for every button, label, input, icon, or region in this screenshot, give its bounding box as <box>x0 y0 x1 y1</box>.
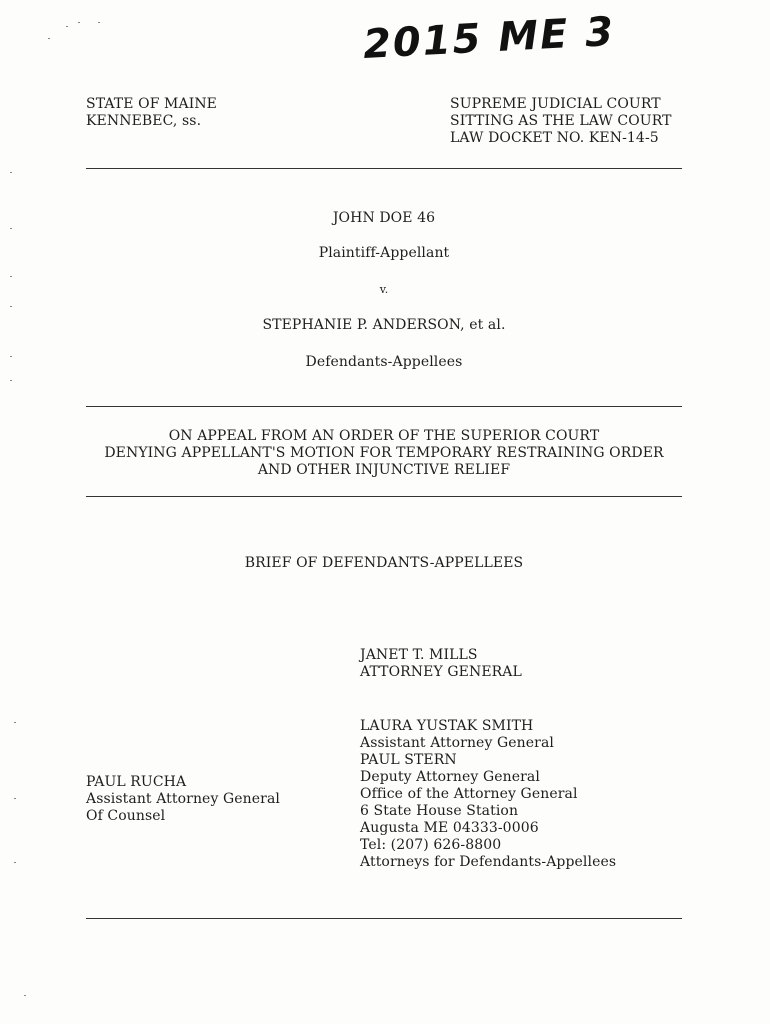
appeal-title <box>86 428 682 479</box>
venue-state: STATE OF MAINE <box>86 96 218 112</box>
court-sitting: SITTING AS THE LAW COURT <box>450 113 672 129</box>
counsel-line: 6 State House Station <box>360 803 519 819</box>
counsel-line: Tel: (207) 626-8800 <box>360 837 502 853</box>
docket-number: LAW DOCKET NO. KEN-14-5 <box>450 130 659 146</box>
of-counsel-block <box>86 774 280 825</box>
counsel-line: LAURA YUSTAK SMITH <box>360 718 534 734</box>
divider-bottom <box>86 918 682 919</box>
defendant-name: STEPHANIE P. ANDERSON, et al. <box>262 317 506 333</box>
counsel-line: Deputy Attorney General <box>360 769 540 785</box>
counsel-block <box>360 718 616 871</box>
appeal-title-line-2: DENYING APPELLANT'S MOTION FOR TEMPORARY RESTRAINING ORDER <box>104 445 664 461</box>
versus: v. <box>379 283 389 296</box>
court-venue-left <box>86 96 217 130</box>
divider-top <box>86 168 682 169</box>
plaintiff-role: Plaintiff-Appellant <box>318 245 450 261</box>
of-counsel-label: Of Counsel <box>86 808 166 824</box>
attorney-general-name: JANET T. MILLS <box>360 647 478 663</box>
attorney-general-block <box>360 647 522 681</box>
counsel-line: Office of the Attorney General <box>360 786 578 802</box>
attorney-general-title: ATTORNEY GENERAL <box>360 664 522 680</box>
court-venue-right <box>450 96 672 147</box>
appeal-title-line-3: AND OTHER INJUNCTIVE RELIEF <box>257 462 511 478</box>
handwritten-citation: 2015 ME 3 <box>362 8 617 68</box>
counsel-line: PAUL STERN <box>360 752 457 768</box>
of-counsel-name: PAUL RUCHA <box>86 774 187 790</box>
counsel-line: Assistant Attorney General <box>360 735 554 751</box>
divider-appeal-top <box>86 406 682 407</box>
defendant-role: Defendants-Appellees <box>305 354 463 370</box>
divider-appeal-bottom <box>86 496 682 497</box>
counsel-line: Attorneys for Defendants-Appellees <box>360 854 617 870</box>
of-counsel-title: Assistant Attorney General <box>86 791 280 807</box>
appeal-title-line-1: ON APPEAL FROM AN ORDER OF THE SUPERIOR COURT <box>168 428 600 444</box>
venue-county: KENNEBEC, ss. <box>86 113 202 129</box>
plaintiff-name: JOHN DOE 46 <box>332 210 436 226</box>
brief-title: BRIEF OF DEFENDANTS-APPELLEES <box>244 555 524 571</box>
counsel-line: Augusta ME 04333-0006 <box>360 820 539 836</box>
court-name: SUPREME JUDICIAL COURT <box>450 96 661 112</box>
